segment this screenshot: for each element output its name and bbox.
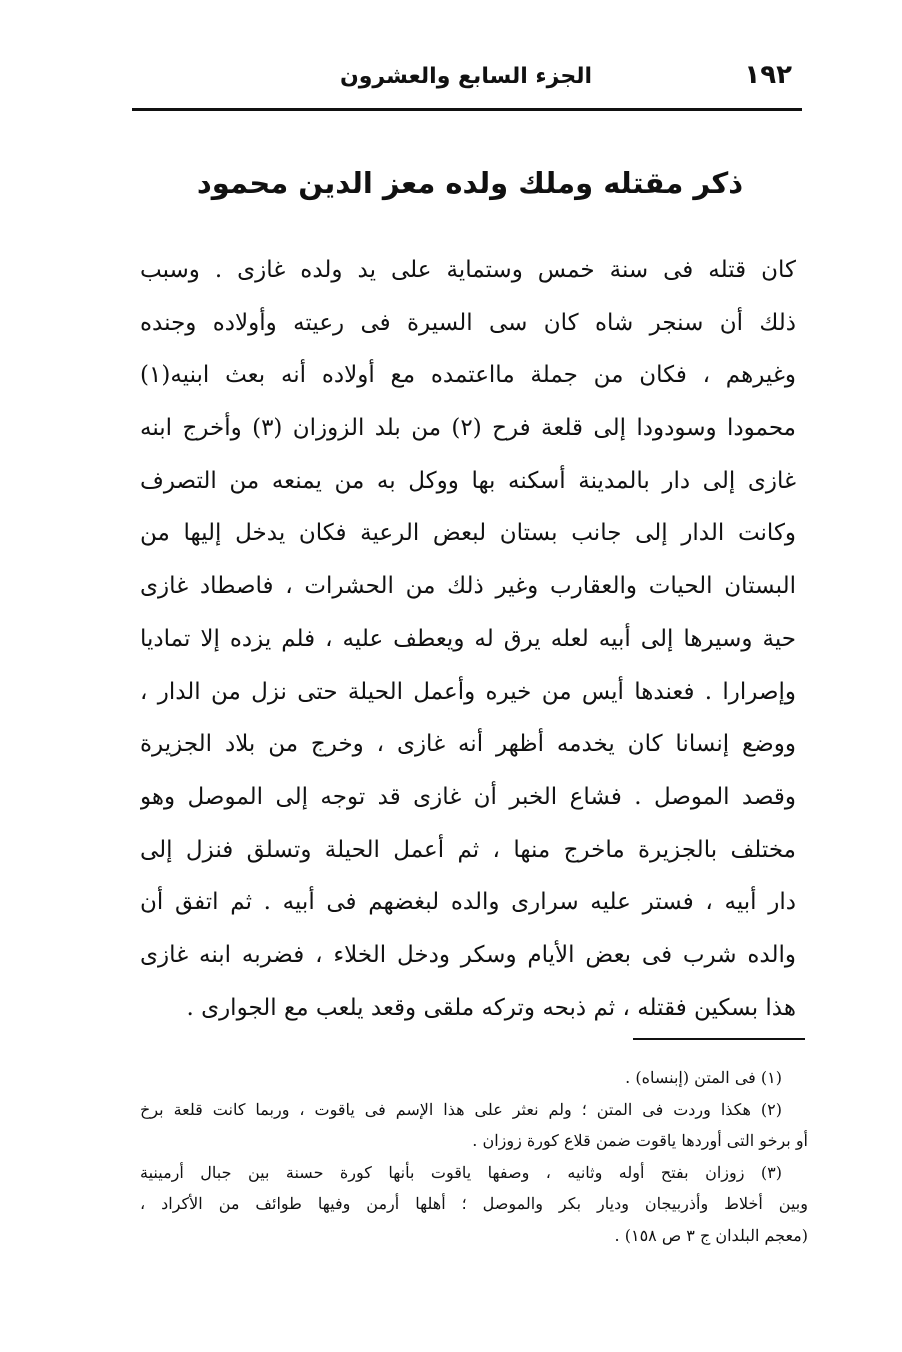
body-line: وقصد الموصل . فشاع الخبر أن غازى قد توجه إلى الموصل وهو (140, 783, 796, 810)
page-number: ١٩٢ (744, 60, 792, 90)
section-title: ذكر مقتله وملك ولده معز الدين محمود (196, 166, 744, 200)
footnote-3 (140, 1157, 808, 1252)
body-line: وإصرارا . فعندها أيس من خيره وأعمل الحيلة حتى نزل من الدار ، (140, 678, 796, 705)
body-line: والده شرب فى بعض الأيام وسكر ودخل الخلاء ، فضربه ابنه غازى (140, 941, 796, 968)
footnote-line: (٣) زوزان بفتح أوله وثانيه ، وصفها ياقوت بأنها كورة حسنة بين جبال أرمينية (140, 1162, 782, 1182)
body-line: هذا بسكين فقتله ، ثم ذبحه وتركه ملقى وقعد يلعب مع الجوارى . (186, 994, 796, 1021)
footnote-rule (633, 1038, 805, 1040)
body-line: وكانت الدار إلى جانب بستان لبعض الرعية فكان يدخل إليها من (140, 520, 796, 547)
body-line: دار أبيه ، فستر عليه سرارى والده لبغضهم فى أبيه . ثم اتفق أن (140, 889, 796, 916)
footnote-line: وبين أخلاط وأذربيجان وديار بكر والموصل ؛ أهلها أرمن وفيها طوائف من الأكراد ، (140, 1194, 808, 1213)
footnote-1 (140, 1062, 808, 1094)
body-line: غازى إلى دار بالمدينة أسكنه بها ووكل به من يمنعه من التصرف (140, 467, 796, 494)
body-line: مختلف بالجزيرة ماخرج منها ، ثم أعمل الحيلة وتسلق فنزل إلى (140, 836, 796, 863)
running-title: الجزء السابع والعشرون (339, 64, 593, 89)
body-line: البستان الحيات والعقارب وغير ذلك من الحشرات ، فاصطاد غازى (140, 573, 796, 600)
body-line: كان قتله فى سنة خمس وستماية على يد ولده غازى . وسبب (140, 257, 796, 283)
footnote-2 (140, 1094, 808, 1157)
footnotes (140, 1062, 808, 1251)
body-line: وغيرهم ، فكان من جملة مااعتمده مع أولاده أنه بعث ابنيه(١) (140, 362, 796, 389)
header-rule (132, 108, 802, 111)
body-text (140, 244, 796, 1034)
page-header (132, 60, 800, 100)
footnote-line: (معجم البلدان ج ٣ ص ١٥٨) . (614, 1225, 808, 1245)
body-line: حية وسيرها إلى أبيه لعله يرق له ويعطف عليه ، فلم يزده إلا تماديا (140, 625, 796, 652)
body-line: ذلك أن سنجر شاه كان سى السيرة فى رعيته وأولاده وجنده (140, 309, 796, 336)
body-line: محمودا وسودودا إلى قلعة فرح (٢) من بلد الزوزان (٣) وأخرج ابنه (140, 415, 796, 442)
footnote-line: (١) فى المتن (إبنساه) . (625, 1068, 782, 1087)
footnote-line: أو برخو التى أوردها ياقوت ضمن قلاع كورة زوزان . (472, 1131, 808, 1150)
footnote-line: (٢) هكذا وردت فى المتن ؛ ولم نعثر على هذا الإسم فى ياقوت ، وربما كانت قلعة برخ (140, 1099, 782, 1119)
body-line: ووضع إنسانا كان يخدمه أظهر أنه غازى ، وخرج من بلاد الجزيرة (140, 731, 796, 758)
